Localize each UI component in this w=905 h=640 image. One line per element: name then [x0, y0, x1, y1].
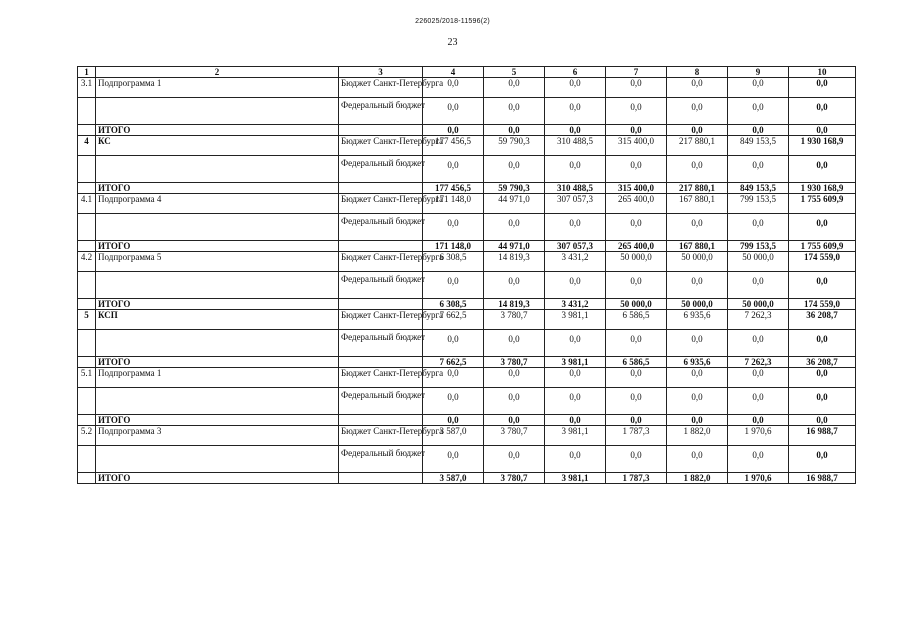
value-cell: 0,0	[667, 272, 728, 299]
value-cell: 16 988,7	[789, 426, 856, 446]
funding-source: Федеральный бюджет	[339, 214, 423, 241]
value-cell: 0,0	[789, 415, 856, 426]
funding-source: Бюджет Санкт-Петербурга	[339, 136, 423, 156]
row-number: 4.2	[78, 252, 96, 272]
funding-source: Бюджет Санкт-Петербурга	[339, 252, 423, 272]
row-name-empty	[96, 156, 339, 183]
value-cell: 50 000,0	[606, 252, 667, 272]
row-number-empty	[78, 330, 96, 357]
value-cell: 0,0	[545, 388, 606, 415]
value-cell: 3 431,2	[545, 299, 606, 310]
value-cell: 6 308,5	[423, 299, 484, 310]
value-cell: 16 988,7	[789, 473, 856, 484]
value-cell: 0,0	[484, 330, 545, 357]
value-cell: 0,0	[545, 330, 606, 357]
table-row	[78, 194, 856, 214]
total-row	[78, 357, 856, 368]
value-cell: 265 400,0	[606, 241, 667, 252]
value-cell: 3 587,0	[423, 426, 484, 446]
row-name-empty	[96, 98, 339, 125]
funding-source-empty	[339, 125, 423, 136]
table-row	[78, 98, 856, 125]
value-cell: 0,0	[789, 125, 856, 136]
value-cell: 0,0	[484, 125, 545, 136]
value-cell: 0,0	[728, 415, 789, 426]
page-number: 23	[447, 37, 458, 48]
value-cell: 3 981,1	[545, 473, 606, 484]
value-cell: 307 057,3	[545, 241, 606, 252]
header-cell: 5	[484, 67, 545, 78]
value-cell: 0,0	[545, 98, 606, 125]
value-cell: 0,0	[606, 330, 667, 357]
funding-source-empty	[339, 415, 423, 426]
table-row	[78, 136, 856, 156]
value-cell: 1 882,0	[667, 426, 728, 446]
value-cell: 0,0	[423, 156, 484, 183]
value-cell: 1 755 609,9	[789, 241, 856, 252]
value-cell: 0,0	[728, 156, 789, 183]
row-name: Подпрограмма 5	[96, 252, 339, 272]
value-cell: 0,0	[423, 446, 484, 473]
value-cell: 14 819,3	[484, 299, 545, 310]
value-cell: 3 780,7	[484, 357, 545, 368]
header-cell: 4	[423, 67, 484, 78]
value-cell: 0,0	[606, 98, 667, 125]
value-cell: 849 153,5	[728, 183, 789, 194]
value-cell: 14 819,3	[484, 252, 545, 272]
value-cell: 0,0	[728, 446, 789, 473]
value-cell: 0,0	[484, 415, 545, 426]
value-cell: 0,0	[667, 125, 728, 136]
table-row	[78, 156, 856, 183]
row-number-empty	[78, 214, 96, 241]
value-cell: 0,0	[606, 214, 667, 241]
value-cell: 0,0	[423, 78, 484, 98]
funding-source-empty	[339, 357, 423, 368]
total-label: ИТОГО	[96, 473, 339, 484]
value-cell: 0,0	[789, 214, 856, 241]
table-row	[78, 446, 856, 473]
value-cell: 0,0	[728, 214, 789, 241]
value-cell: 0,0	[789, 78, 856, 98]
row-number-empty	[78, 156, 96, 183]
header-cell: 2	[96, 67, 339, 78]
row-number: 5.1	[78, 368, 96, 388]
value-cell: 0,0	[423, 272, 484, 299]
total-label: ИТОГО	[96, 299, 339, 310]
value-cell: 1 755 609,9	[789, 194, 856, 214]
value-cell: 1 787,3	[606, 473, 667, 484]
table-row	[78, 252, 856, 272]
value-cell: 0,0	[667, 78, 728, 98]
value-cell: 0,0	[484, 214, 545, 241]
table-row	[78, 368, 856, 388]
total-row	[78, 415, 856, 426]
value-cell: 171 148,0	[423, 194, 484, 214]
value-cell: 1 930 168,9	[789, 136, 856, 156]
value-cell: 0,0	[484, 98, 545, 125]
row-number: 5.2	[78, 426, 96, 446]
row-number: 4	[78, 136, 96, 156]
value-cell: 310 488,5	[545, 183, 606, 194]
value-cell: 3 780,7	[484, 473, 545, 484]
row-name: Подпрограмма 3	[96, 426, 339, 446]
value-cell: 0,0	[423, 330, 484, 357]
value-cell: 1 970,6	[728, 426, 789, 446]
value-cell: 44 971,0	[484, 194, 545, 214]
row-number-empty	[78, 299, 96, 310]
row-number-empty	[78, 473, 96, 484]
value-cell: 6 308,5	[423, 252, 484, 272]
value-cell: 3 981,1	[545, 357, 606, 368]
value-cell: 0,0	[606, 156, 667, 183]
value-cell: 7 262,3	[728, 310, 789, 330]
value-cell: 799 153,5	[728, 241, 789, 252]
value-cell: 0,0	[606, 272, 667, 299]
header-cell: 6	[545, 67, 606, 78]
value-cell: 3 780,7	[484, 426, 545, 446]
value-cell: 0,0	[606, 388, 667, 415]
value-cell: 0,0	[667, 415, 728, 426]
value-cell: 44 971,0	[484, 241, 545, 252]
value-cell: 0,0	[484, 388, 545, 415]
value-cell: 177 456,5	[423, 183, 484, 194]
value-cell: 174 559,0	[789, 252, 856, 272]
value-cell: 36 208,7	[789, 357, 856, 368]
header-cell: 1	[78, 67, 96, 78]
funding-source: Федеральный бюджет	[339, 98, 423, 125]
row-name: Подпрограмма 4	[96, 194, 339, 214]
value-cell: 1 930 168,9	[789, 183, 856, 194]
row-number-empty	[78, 272, 96, 299]
value-cell: 0,0	[667, 98, 728, 125]
funding-source-empty	[339, 473, 423, 484]
value-cell: 0,0	[667, 446, 728, 473]
document-id: 226025/2018-11596(2)	[415, 18, 490, 25]
table-row	[78, 214, 856, 241]
value-cell: 0,0	[728, 98, 789, 125]
value-cell: 177 456,5	[423, 136, 484, 156]
funding-source-empty	[339, 299, 423, 310]
total-row	[78, 241, 856, 252]
row-number-empty	[78, 125, 96, 136]
value-cell: 174 559,0	[789, 299, 856, 310]
value-cell: 0,0	[545, 214, 606, 241]
budget-table	[77, 66, 856, 484]
value-cell: 0,0	[484, 368, 545, 388]
value-cell: 0,0	[484, 156, 545, 183]
table-body	[78, 67, 856, 484]
value-cell: 36 208,7	[789, 310, 856, 330]
value-cell: 0,0	[423, 214, 484, 241]
value-cell: 0,0	[606, 415, 667, 426]
value-cell: 0,0	[728, 272, 789, 299]
value-cell: 0,0	[728, 388, 789, 415]
total-row	[78, 473, 856, 484]
table-row	[78, 426, 856, 446]
row-number-empty	[78, 357, 96, 368]
value-cell: 0,0	[789, 446, 856, 473]
value-cell: 59 790,3	[484, 136, 545, 156]
row-name-empty	[96, 446, 339, 473]
total-row	[78, 183, 856, 194]
row-name-empty	[96, 214, 339, 241]
value-cell: 6 935,6	[667, 310, 728, 330]
total-label: ИТОГО	[96, 241, 339, 252]
value-cell: 50 000,0	[728, 252, 789, 272]
funding-source: Федеральный бюджет	[339, 272, 423, 299]
header-cell: 3	[339, 67, 423, 78]
value-cell: 0,0	[606, 125, 667, 136]
value-cell: 0,0	[423, 368, 484, 388]
value-cell: 3 981,1	[545, 426, 606, 446]
funding-source: Федеральный бюджет	[339, 156, 423, 183]
header-cell: 10	[789, 67, 856, 78]
value-cell: 6 586,5	[606, 357, 667, 368]
value-cell: 0,0	[667, 388, 728, 415]
value-cell: 310 488,5	[545, 136, 606, 156]
value-cell: 7 662,5	[423, 357, 484, 368]
value-cell: 0,0	[789, 98, 856, 125]
value-cell: 0,0	[789, 330, 856, 357]
value-cell: 6 586,5	[606, 310, 667, 330]
value-cell: 7 262,3	[728, 357, 789, 368]
value-cell: 50 000,0	[667, 299, 728, 310]
value-cell: 0,0	[606, 368, 667, 388]
value-cell: 0,0	[423, 98, 484, 125]
value-cell: 0,0	[789, 156, 856, 183]
total-label: ИТОГО	[96, 357, 339, 368]
value-cell: 50 000,0	[667, 252, 728, 272]
row-name: Подпрограмма 1	[96, 368, 339, 388]
value-cell: 0,0	[728, 330, 789, 357]
funding-source: Бюджет Санкт-Петербурга	[339, 194, 423, 214]
value-cell: 0,0	[423, 388, 484, 415]
table-row	[78, 272, 856, 299]
value-cell: 0,0	[667, 214, 728, 241]
value-cell: 0,0	[606, 78, 667, 98]
total-row	[78, 299, 856, 310]
total-label: ИТОГО	[96, 125, 339, 136]
value-cell: 3 780,7	[484, 310, 545, 330]
value-cell: 0,0	[545, 125, 606, 136]
value-cell: 0,0	[423, 125, 484, 136]
total-label: ИТОГО	[96, 183, 339, 194]
value-cell: 0,0	[545, 78, 606, 98]
total-label: ИТОГО	[96, 415, 339, 426]
row-name-empty	[96, 272, 339, 299]
value-cell: 0,0	[484, 272, 545, 299]
row-number-empty	[78, 183, 96, 194]
row-name-empty	[96, 388, 339, 415]
funding-source-empty	[339, 241, 423, 252]
value-cell: 849 153,5	[728, 136, 789, 156]
value-cell: 0,0	[667, 368, 728, 388]
table-row	[78, 310, 856, 330]
value-cell: 167 880,1	[667, 194, 728, 214]
value-cell: 3 981,1	[545, 310, 606, 330]
value-cell: 0,0	[545, 368, 606, 388]
value-cell: 217 880,1	[667, 136, 728, 156]
funding-source: Бюджет Санкт-Петербурга	[339, 368, 423, 388]
funding-source: Бюджет Санкт-Петербурга	[339, 426, 423, 446]
funding-source: Бюджет Санкт-Петербурга	[339, 310, 423, 330]
value-cell: 0,0	[545, 415, 606, 426]
value-cell: 315 400,0	[606, 183, 667, 194]
row-number: 4.1	[78, 194, 96, 214]
value-cell: 1 787,3	[606, 426, 667, 446]
table-row	[78, 388, 856, 415]
table-row	[78, 330, 856, 357]
funding-source: Федеральный бюджет	[339, 330, 423, 357]
value-cell: 0,0	[545, 446, 606, 473]
row-number-empty	[78, 241, 96, 252]
total-row	[78, 125, 856, 136]
row-name: КС	[96, 136, 339, 156]
value-cell: 265 400,0	[606, 194, 667, 214]
value-cell: 799 153,5	[728, 194, 789, 214]
value-cell: 59 790,3	[484, 183, 545, 194]
row-number-empty	[78, 388, 96, 415]
value-cell: 1 970,6	[728, 473, 789, 484]
value-cell: 50 000,0	[606, 299, 667, 310]
funding-source: Бюджет Санкт-Петербурга	[339, 78, 423, 98]
value-cell: 0,0	[545, 156, 606, 183]
header-row	[78, 67, 856, 78]
value-cell: 6 935,6	[667, 357, 728, 368]
value-cell: 0,0	[606, 446, 667, 473]
value-cell: 0,0	[789, 388, 856, 415]
row-number: 3.1	[78, 78, 96, 98]
row-number: 5	[78, 310, 96, 330]
value-cell: 3 431,2	[545, 252, 606, 272]
value-cell: 0,0	[484, 446, 545, 473]
value-cell: 0,0	[728, 125, 789, 136]
header-cell: 8	[667, 67, 728, 78]
funding-source-empty	[339, 183, 423, 194]
value-cell: 0,0	[667, 156, 728, 183]
value-cell: 50 000,0	[728, 299, 789, 310]
value-cell: 217 880,1	[667, 183, 728, 194]
row-name: КСП	[96, 310, 339, 330]
value-cell: 307 057,3	[545, 194, 606, 214]
value-cell: 0,0	[728, 368, 789, 388]
funding-source: Федеральный бюджет	[339, 446, 423, 473]
value-cell: 0,0	[545, 272, 606, 299]
value-cell: 0,0	[484, 78, 545, 98]
value-cell: 1 882,0	[667, 473, 728, 484]
value-cell: 3 587,0	[423, 473, 484, 484]
value-cell: 0,0	[728, 78, 789, 98]
value-cell: 7 662,5	[423, 310, 484, 330]
value-cell: 0,0	[789, 272, 856, 299]
row-number-empty	[78, 415, 96, 426]
row-name-empty	[96, 330, 339, 357]
value-cell: 0,0	[789, 368, 856, 388]
row-number-empty	[78, 446, 96, 473]
row-name: Подпрограмма 1	[96, 78, 339, 98]
value-cell: 0,0	[667, 330, 728, 357]
table-row	[78, 78, 856, 98]
value-cell: 315 400,0	[606, 136, 667, 156]
funding-source: Федеральный бюджет	[339, 388, 423, 415]
value-cell: 0,0	[423, 415, 484, 426]
row-number-empty	[78, 98, 96, 125]
header-cell: 9	[728, 67, 789, 78]
value-cell: 171 148,0	[423, 241, 484, 252]
header-cell: 7	[606, 67, 667, 78]
value-cell: 167 880,1	[667, 241, 728, 252]
